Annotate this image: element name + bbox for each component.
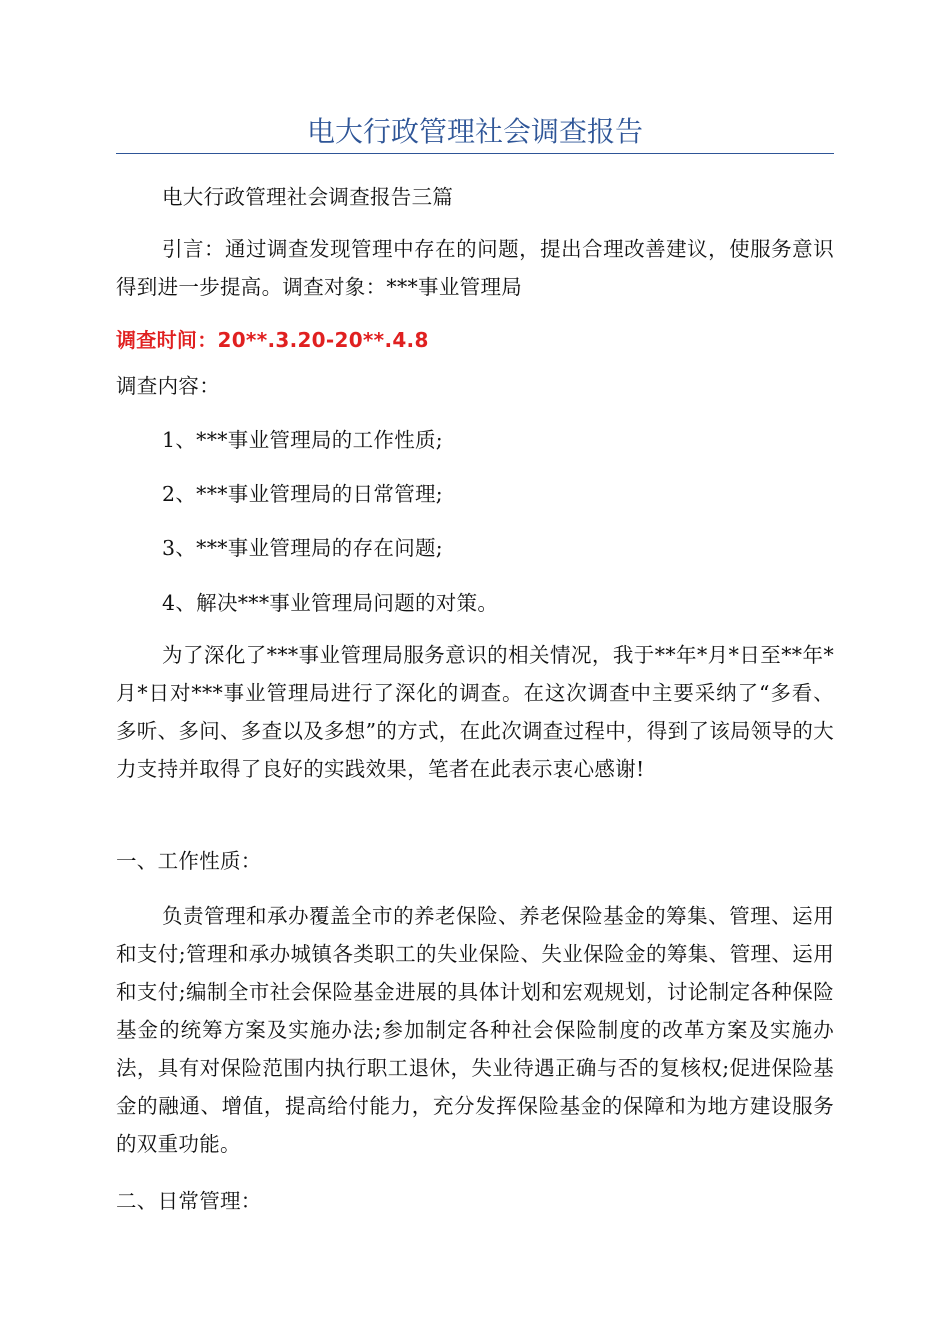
- document-subtitle: 电大行政管理社会调查报告三篇: [162, 185, 454, 209]
- content-item-3: 3、***事业管理局的存在问题;: [162, 536, 443, 560]
- method-paragraph: 为了深化了***事业管理局服务意识的相关情况，我于**年*月*日至**年*月*日对***事业管理局进行了深化的调查。在这次调查中主要采纳了“多看、多听、多问、多查以及多想”的方式，在此次调查过程中，得到了该局领导的大力支持并取得了良好的实践效果，笔者在此表示衷心感谢!: [116, 643, 834, 781]
- content-item-1: 1、***事业管理局的工作性质;: [162, 428, 443, 452]
- intro-paragraph: 引言：通过调查发现管理中存在的问题，提出合理改善建议，使服务意识得到进一步提高。调查对象：***事业管理局: [116, 237, 834, 299]
- title-underline: [116, 153, 834, 154]
- section1-body: 负责管理和承办覆盖全市的养老保险、养老保险基金的筹集、管理、运用和支付;管理和承办城镇各类职工的失业保险、失业保险金的筹集、管理、运用和支付;编制全市社会保险基金进展的具体计划和宏观规划，讨论制定各种保险基金的统筹方案及实施办法;参加制定各种社会保险制度的改革方案及实施办法，具有对保险范围内执行职工退休，失业待遇正确与否的复核权;促进保险基金的融通、增值，提高给付能力，充分发挥保险基金的保障和为地方建设服务的双重功能。: [116, 904, 834, 1156]
- document-title: 电大行政管理社会调查报告: [306, 115, 643, 148]
- content-item-2: 2、***事业管理局的日常管理;: [162, 482, 443, 506]
- content-item-4: 4、解决***事业管理局问题的对策。: [162, 591, 499, 615]
- section2-heading: 二、日常管理：: [116, 1189, 262, 1213]
- content-heading: 调查内容：: [116, 374, 220, 398]
- survey-time: 调查时间：20**.3.20-20**.4.8: [116, 328, 429, 352]
- section1-heading: 一、工作性质：: [116, 849, 262, 873]
